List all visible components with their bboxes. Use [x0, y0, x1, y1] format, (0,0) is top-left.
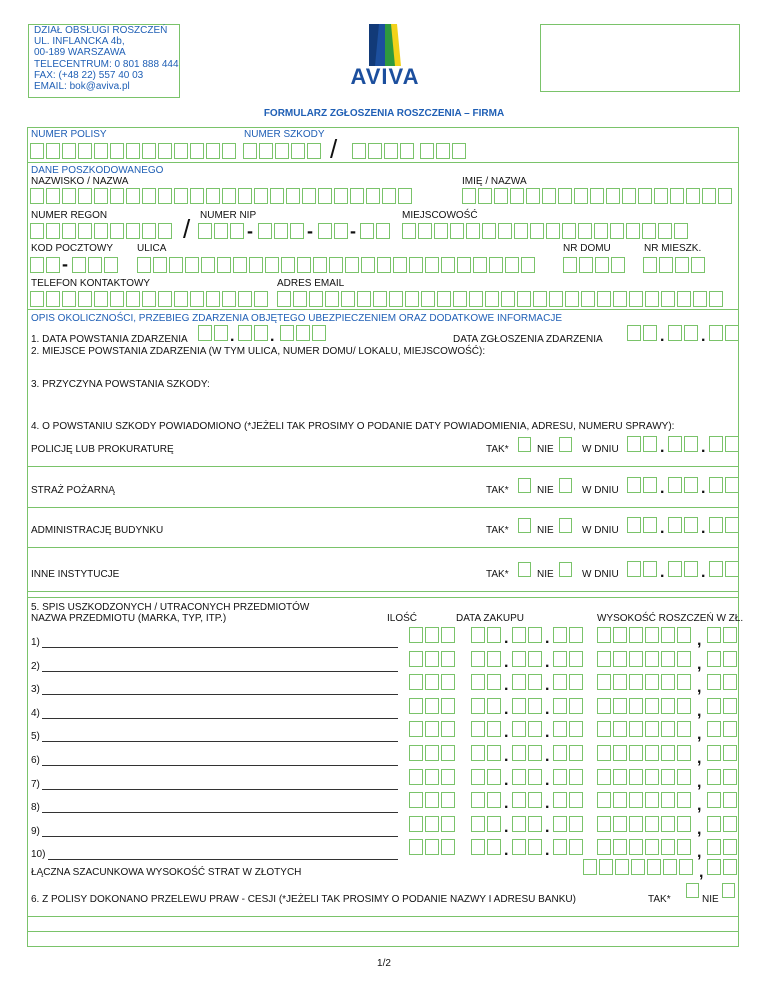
event-date-month[interactable] — [238, 325, 270, 341]
house-number-label: NR DOMU — [563, 243, 611, 254]
house-number-boxes[interactable] — [563, 257, 627, 273]
notify-date-year[interactable] — [709, 436, 741, 452]
dot-separator: . — [504, 700, 509, 718]
address-line: UL. INFLANCKA 4b, — [34, 36, 125, 48]
item-purchase-day[interactable] — [471, 816, 503, 832]
item-purchase-day[interactable] — [471, 792, 503, 808]
comma-separator: , — [697, 702, 702, 720]
surname-boxes[interactable] — [30, 188, 414, 204]
dot-separator: . — [545, 748, 550, 765]
comma-separator: , — [697, 679, 702, 697]
item-claim-amount-decimals[interactable] — [707, 721, 739, 737]
street-label: ULICA — [137, 243, 167, 254]
notify-yes-label: TAK* — [486, 444, 509, 455]
notify-no-checkbox[interactable] — [559, 478, 572, 493]
total-loss-boxes[interactable] — [583, 859, 695, 875]
aviva-logo-mark-icon — [335, 18, 435, 68]
cession-yes-label: TAK* — [648, 894, 671, 905]
dot-separator: . — [504, 724, 509, 742]
nip-label: NUMER NIP — [200, 210, 257, 221]
notify-date-day[interactable] — [627, 477, 659, 493]
notify-no-checkbox[interactable] — [559, 562, 572, 577]
notify-on-day-label: W DNIU — [582, 525, 619, 536]
notify-date-month[interactable] — [668, 517, 700, 533]
notify-on-day-label: W DNIU — [582, 485, 619, 496]
phone-boxes[interactable] — [30, 291, 270, 307]
item-claim-amount-decimals[interactable] — [707, 769, 739, 785]
dot-separator: . — [545, 724, 550, 742]
item-purchase-year[interactable] — [553, 721, 585, 737]
address-line: TELECENTRUM: 0 801 888 444 — [34, 58, 179, 70]
item-claim-amount-boxes[interactable] — [597, 721, 693, 737]
claim-number-label: NUMER SZKODY — [244, 129, 325, 140]
dot-separator: . — [504, 795, 509, 813]
notify-yes-label: TAK* — [486, 525, 509, 536]
claims-department-address — [28, 24, 180, 98]
item-purchase-day[interactable] — [471, 651, 503, 667]
notify-date-day[interactable] — [627, 517, 659, 533]
item-purchase-year[interactable] — [553, 839, 585, 855]
dot-separator: . — [701, 328, 706, 345]
item-purchase-month[interactable] — [512, 769, 544, 785]
postal-code-boxes-a[interactable] — [30, 257, 62, 273]
item-quantity-boxes[interactable] — [409, 674, 457, 690]
comma-separator: , — [697, 773, 702, 791]
item-claim-amount-decimals[interactable] — [707, 627, 739, 643]
item-quantity-boxes[interactable] — [409, 839, 457, 855]
dot-separator: . — [660, 564, 665, 581]
item-claim-amount-decimals[interactable] — [707, 839, 739, 855]
cession-yes-checkbox[interactable] — [686, 883, 699, 898]
item-claim-amount-boxes[interactable] — [597, 698, 693, 714]
notify-institution-label: POLICJĘ LUB PROKURATURĘ — [31, 444, 174, 455]
dot-separator: . — [660, 520, 665, 537]
dot-separator: . — [545, 630, 550, 647]
item-purchase-day[interactable] — [471, 674, 503, 690]
dot-separator: . — [701, 564, 706, 581]
dot-separator: . — [504, 630, 509, 647]
dot-separator: . — [545, 677, 550, 695]
notify-date-year[interactable] — [709, 517, 741, 533]
item-claim-amount-decimals[interactable] — [707, 792, 739, 808]
item-row-number: 10) — [31, 849, 46, 861]
item-quantity-boxes[interactable] — [409, 792, 457, 808]
cause-label: 3. PRZYCZYNA POWSTANIA SZKODY: — [31, 379, 210, 390]
item-purchase-year[interactable] — [553, 745, 585, 761]
comma-separator: , — [697, 844, 702, 862]
item-purchase-day[interactable] — [471, 698, 503, 714]
dot-separator: . — [545, 842, 550, 860]
email-label: ADRES EMAIL — [277, 278, 345, 289]
claim-number-boxes-a[interactable] — [243, 143, 323, 159]
item-claim-amount-decimals[interactable] — [707, 674, 739, 690]
comma-separator: , — [697, 632, 702, 649]
item-purchase-year[interactable] — [553, 674, 585, 690]
report-date-year[interactable] — [709, 325, 741, 341]
item-purchase-year[interactable] — [553, 651, 585, 667]
item-claim-amount-boxes[interactable] — [597, 816, 693, 832]
notify-on-day-label: W DNIU — [582, 569, 619, 580]
notify-date-month[interactable] — [668, 436, 700, 452]
dash-separator: - — [247, 221, 253, 241]
notify-institution-label: ADMINISTRACJĘ BUDYNKU — [31, 525, 164, 536]
event-date-year[interactable] — [280, 325, 328, 341]
claim-number-boxes-b[interactable] — [352, 143, 416, 159]
cession-no-label: NIE — [702, 894, 719, 905]
comma-separator: , — [699, 864, 704, 881]
notify-yes-checkbox[interactable] — [518, 518, 531, 533]
report-date-month[interactable] — [668, 325, 700, 341]
notify-institution-label: INNE INSTYTUCJE — [31, 569, 120, 580]
item-claim-amount-decimals[interactable] — [707, 745, 739, 761]
cession-label: 6. Z POLISY DOKONANO PRZELEWU PRAW - CESJI (*JEŻELI TAK PROSIMY O PODANIE NAZWY I ADRESU BANKU) — [31, 894, 576, 905]
aviva-logo-text: AVIVA — [350, 64, 420, 89]
notify-no-label: NIE — [537, 444, 554, 455]
slash-separator: / — [183, 214, 191, 244]
item-purchase-month[interactable] — [512, 698, 544, 714]
notify-no-checkbox[interactable] — [559, 518, 572, 533]
event-place-label: 2. MIEJSCE POWSTANIA ZDARZENIA (W TYM ULICA, NUMER DOMU/ LOKALU, MIEJSCOWOŚĆ): — [31, 346, 486, 357]
quantity-heading: ILOŚĆ — [387, 613, 418, 624]
item-purchase-day[interactable] — [471, 721, 503, 737]
dash-separator: - — [62, 254, 68, 274]
dash-separator: - — [350, 221, 356, 241]
comma-separator: , — [697, 655, 702, 673]
purchase-date-heading: DATA ZAKUPU — [456, 613, 524, 624]
dot-separator: . — [504, 653, 509, 671]
city-boxes[interactable] — [402, 223, 690, 239]
item-quantity-boxes[interactable] — [409, 816, 457, 832]
item-purchase-year[interactable] — [553, 816, 585, 832]
item-purchase-month[interactable] — [512, 816, 544, 832]
item-claim-amount-boxes[interactable] — [597, 674, 693, 690]
total-loss-label: ŁĄCZNA SZACUNKOWA WYSOKOŚĆ STRAT W ZŁOTYCH — [31, 867, 302, 878]
item-claim-amount-decimals[interactable] — [707, 816, 739, 832]
notify-yes-checkbox[interactable] — [518, 562, 531, 577]
item-row-number: 7) — [31, 778, 40, 790]
item-claim-amount-boxes[interactable] — [597, 745, 693, 761]
postal-code-boxes-b[interactable] — [72, 257, 120, 273]
item-row-number: 2) — [31, 660, 40, 672]
total-loss-decimals[interactable] — [707, 859, 739, 875]
notify-no-label: NIE — [537, 485, 554, 496]
item-purchase-month[interactable] — [512, 674, 544, 690]
item-row-number: 9) — [31, 825, 40, 837]
dot-separator: . — [701, 480, 706, 497]
notify-yes-label: TAK* — [486, 485, 509, 496]
surname-label: NAZWISKO / NAZWA — [31, 176, 129, 187]
address-line: DZIAŁ OBSŁUGI ROSZCZEŃ — [34, 25, 168, 36]
notify-date-month[interactable] — [668, 561, 700, 577]
items-heading: 5. SPIS USZKODZONYCH / UTRACONYCH PRZEDMIOTÓW — [31, 602, 310, 613]
regon-boxes[interactable] — [30, 223, 174, 239]
dot-separator: . — [701, 439, 706, 456]
item-quantity-boxes[interactable] — [409, 698, 457, 714]
policy-number-label: NUMER POLISY — [31, 129, 107, 140]
notify-date-month[interactable] — [668, 477, 700, 493]
item-quantity-boxes[interactable] — [409, 721, 457, 737]
dot-separator: . — [660, 480, 665, 497]
event-date-day[interactable] — [198, 325, 230, 341]
notify-no-checkbox[interactable] — [559, 437, 572, 452]
dot-separator: . — [545, 700, 550, 718]
item-purchase-year[interactable] — [553, 792, 585, 808]
dot-separator: . — [660, 328, 665, 345]
postal-code-label: KOD POCZTOWY — [31, 243, 114, 254]
item-purchase-month[interactable] — [512, 839, 544, 855]
phone-label: TELEFON KONTAKTOWY — [31, 278, 151, 289]
first-name-label: IMIĘ / NAZWA — [462, 176, 527, 187]
notify-yes-checkbox[interactable] — [518, 478, 531, 493]
item-quantity-boxes[interactable] — [409, 769, 457, 785]
dot-separator: . — [270, 328, 275, 345]
dot-separator: . — [660, 439, 665, 456]
notify-date-day[interactable] — [627, 436, 659, 452]
dot-separator: . — [545, 771, 550, 789]
email-boxes[interactable] — [277, 291, 725, 307]
item-claim-amount-boxes[interactable] — [597, 627, 693, 643]
item-row-number: 4) — [31, 707, 40, 719]
form-title: FORMULARZ ZGŁOSZENIA ROSZCZENIA – FIRMA — [263, 108, 505, 119]
comma-separator: , — [697, 797, 702, 815]
report-date-day[interactable] — [627, 325, 659, 341]
claim-number-boxes-c[interactable] — [420, 143, 468, 159]
stamp-box — [540, 24, 740, 92]
notify-institution-label: STRAŻ POŻARNĄ — [31, 485, 115, 496]
street-boxes[interactable] — [137, 257, 537, 273]
event-date-label: 1. DATA POWSTANIA ZDARZENIA — [31, 334, 188, 345]
item-row-number: 6) — [31, 755, 40, 766]
dot-separator: . — [504, 771, 509, 789]
nip-boxes-d[interactable] — [360, 223, 392, 239]
item-purchase-day[interactable] — [471, 769, 503, 785]
item-name-heading: NAZWA PRZEDMIOTU (MARKA, TYP, ITP.) — [31, 613, 227, 624]
item-row-number: 3) — [31, 684, 40, 696]
regon-label: NUMER REGON — [31, 210, 108, 221]
dot-separator: . — [545, 653, 550, 671]
item-quantity-boxes[interactable] — [409, 745, 457, 761]
nip-boxes-c[interactable] — [318, 223, 350, 239]
dot-separator: . — [545, 795, 550, 813]
item-purchase-month[interactable] — [512, 745, 544, 761]
city-label: MIEJSCOWOŚĆ — [402, 210, 478, 221]
item-row-number: 5) — [31, 731, 40, 743]
comma-separator: , — [697, 750, 702, 767]
item-quantity-boxes[interactable] — [409, 651, 457, 667]
item-quantity-boxes[interactable] — [409, 627, 457, 643]
address-line: 00-189 WARSZAWA — [34, 47, 126, 59]
item-row-number: 8) — [31, 802, 40, 814]
notify-date-year[interactable] — [709, 561, 741, 577]
notify-yes-label: TAK* — [486, 569, 509, 580]
item-purchase-day[interactable] — [471, 627, 503, 643]
dot-separator: . — [230, 328, 235, 345]
notify-date-day[interactable] — [627, 561, 659, 577]
circumstances-section: OPIS OKOLICZNOŚCI, PRZEBIEG ZDARZENIA OBJĘTEGO UBEZPIECZENIEM ORAZ DODATKOWE INFORMACJE — [31, 313, 562, 324]
item-purchase-year[interactable] — [553, 698, 585, 714]
injured-party-section: DANE POSZKODOWANEGO — [31, 165, 164, 176]
notify-yes-checkbox[interactable] — [518, 437, 531, 452]
item-claim-amount-boxes[interactable] — [597, 769, 693, 785]
comma-separator: , — [697, 726, 702, 744]
item-claim-amount-decimals[interactable] — [707, 651, 739, 667]
first-name-boxes[interactable] — [462, 188, 734, 204]
notify-on-day-label: W DNIU — [582, 444, 619, 455]
policy-number-boxes[interactable] — [30, 143, 238, 159]
notify-no-label: NIE — [537, 525, 554, 536]
item-row-number: 1) — [31, 637, 40, 648]
dot-separator: . — [504, 818, 509, 836]
item-purchase-day[interactable] — [471, 839, 503, 855]
item-claim-amount-boxes[interactable] — [597, 651, 693, 667]
address-line: FAX: (+48 22) 557 40 03 — [34, 69, 144, 81]
address-line: EMAIL: bok@aviva.pl — [34, 81, 130, 93]
item-claim-amount-boxes[interactable] — [597, 839, 693, 855]
dot-separator: . — [504, 748, 509, 765]
item-purchase-month[interactable] — [512, 627, 544, 643]
report-date-label: DATA ZGŁOSZENIA ZDARZENIA — [453, 334, 603, 345]
item-claim-amount-decimals[interactable] — [707, 698, 739, 714]
item-purchase-year[interactable] — [553, 627, 585, 643]
flat-number-boxes[interactable] — [643, 257, 707, 273]
dot-separator: . — [504, 677, 509, 695]
dot-separator: . — [504, 842, 509, 860]
comma-separator: , — [697, 820, 702, 838]
cession-no-checkbox[interactable] — [722, 883, 735, 898]
dot-separator: . — [701, 520, 706, 537]
notify-no-label: NIE — [537, 569, 554, 580]
page-number: 1/2 — [377, 958, 391, 969]
claim-amount-heading: WYSOKOŚĆ ROSZCZEŃ W ZŁ. — [597, 613, 744, 624]
aviva-logo — [335, 18, 435, 90]
dot-separator: . — [545, 818, 550, 836]
item-purchase-month[interactable] — [512, 792, 544, 808]
notify-date-year[interactable] — [709, 477, 741, 493]
notified-label: 4. O POWSTANIU SZKODY POWIADOMIONO (*JEŻELI TAK PROSIMY O PODANIE DATY POWIADOMIENIA, ADRESU, NUMERU SPRAWY): — [31, 421, 675, 432]
item-purchase-day[interactable] — [471, 745, 503, 761]
dash-separator: - — [307, 221, 313, 241]
slash-separator: / — [330, 134, 338, 164]
flat-number-label: NR MIESZK. — [644, 243, 702, 254]
item-purchase-month[interactable] — [512, 651, 544, 667]
nip-boxes-a[interactable] — [198, 223, 246, 239]
item-purchase-year[interactable] — [553, 769, 585, 785]
item-claim-amount-boxes[interactable] — [597, 792, 693, 808]
nip-boxes-b[interactable] — [258, 223, 306, 239]
item-purchase-month[interactable] — [512, 721, 544, 737]
